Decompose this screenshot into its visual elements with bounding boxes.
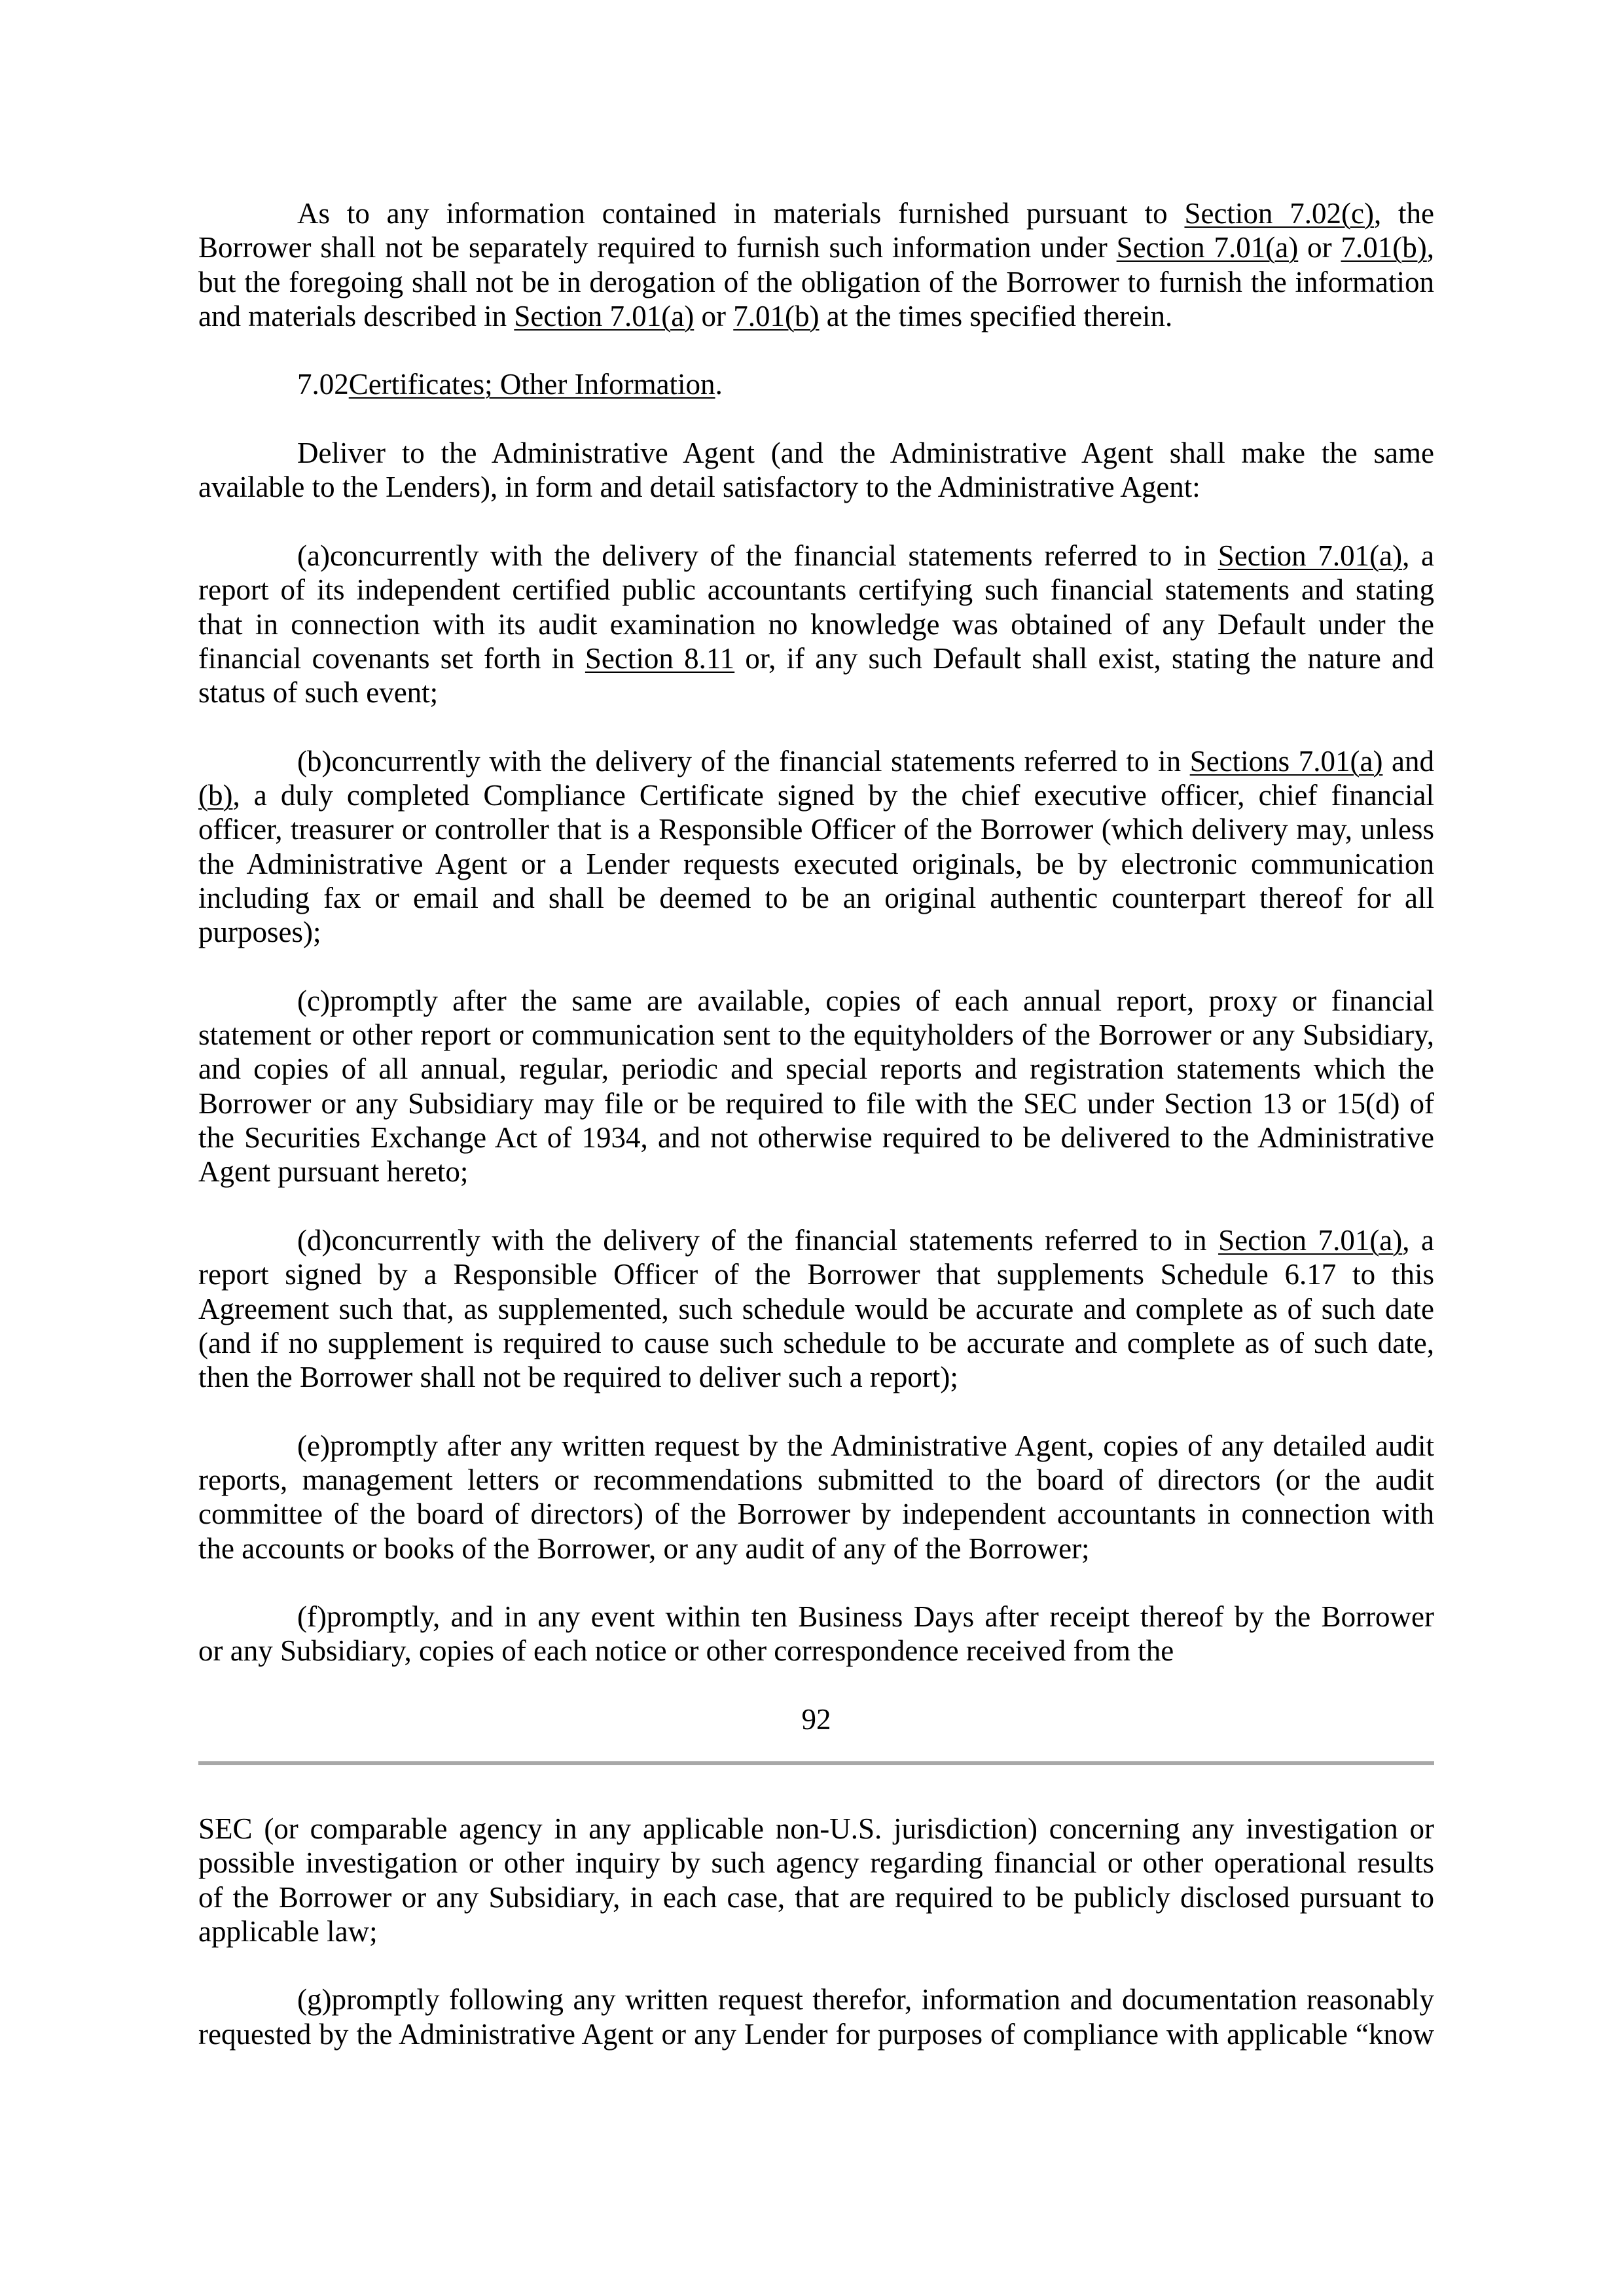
text-line: Agent pursuant hereto; <box>198 1155 469 1189</box>
clause-b-first-line <box>198 744 1434 778</box>
cross-reference: 7.01(b) <box>733 299 820 332</box>
text-line: status of such event; <box>198 676 439 709</box>
text-run: and <box>1382 744 1434 778</box>
clause-label: (c) <box>297 984 330 1017</box>
text-line: (and if no supplement is required to cause such schedule to be accurate and complete as of such date, <box>198 1326 1434 1359</box>
text-run: financial covenants set forth in <box>198 641 585 675</box>
text-run: at the times specified therein. <box>819 299 1173 332</box>
text-line: Deliver to the Administrative Agent (and the Administrative Agent shall make the same <box>297 437 1434 470</box>
text-line: the Administrative Agent or a Lender requests executed originals, be by electronic communication <box>198 847 1434 880</box>
text-line <box>198 196 1434 230</box>
clause-e-first-line <box>198 1429 1434 1463</box>
cross-reference: 7.01(b) <box>1341 231 1427 264</box>
text-line: report signed by a Responsible Officer of the Borrower that supplements Schedule 6.17 to this <box>198 1258 1434 1291</box>
clause-label: (a) <box>297 539 330 572</box>
clause-d-first-line <box>198 1223 1434 1257</box>
page-number: 92 <box>801 1703 831 1736</box>
text-run: concurrently with the delivery of the financial statements referred to in <box>331 1223 1219 1257</box>
text-line: committee of the board of directors) of the Borrower by independent accountants in connection with <box>198 1498 1434 1531</box>
clause-label: (f) <box>297 1600 327 1634</box>
text-line: available to the Lenders), in form and detail satisfactory to the Administrative Agent: <box>198 471 1200 504</box>
text-run: promptly, and in any event within ten Business Days after receipt thereof by the Borrower <box>326 1600 1434 1634</box>
cross-reference: Section 8.11 <box>585 641 735 675</box>
clause-label: (e) <box>297 1429 330 1462</box>
text-line: requested by the Administrative Agent or any Lender for purposes of compliance with applicable “know <box>198 2017 1434 2051</box>
text-line <box>198 778 1434 812</box>
text-line: and copies of all annual, regular, periodic and special reports and registration statements which the <box>198 1052 1434 1086</box>
text-run: or <box>1298 231 1341 264</box>
page-92-body <box>198 196 1434 1736</box>
text-run: , a <box>1402 1223 1434 1257</box>
text-line: or any Subsidiary, copies of each notice or other correspondence received from the <box>198 1634 1174 1668</box>
text-run: , a <box>1402 539 1434 572</box>
clause-f-first-line <box>198 1600 1434 1634</box>
text-run: and materials described in <box>198 299 514 332</box>
text-run: concurrently with the delivery of the financial statements referred to in <box>331 744 1190 778</box>
text-line: of the Borrower or any Subsidiary, in each case, that are required to be publicly disclosed pursuant to <box>198 1880 1434 1914</box>
text-run: promptly after the same are available, copies of each annual report, proxy or financial <box>329 984 1434 1017</box>
text-line: possible investigation or other inquiry by such agency regarding financial or other operational results <box>198 1846 1434 1880</box>
text-run: , the <box>1373 197 1435 230</box>
cross-reference: Section 7.02(c) <box>1184 197 1374 230</box>
section-heading <box>198 367 1434 401</box>
text-line: SEC (or comparable agency in any applicable non-U.S. jurisdiction) concerning any investigation or <box>198 1812 1434 1845</box>
cross-reference: Section 7.01(a) <box>514 299 695 332</box>
text-line: statement or other report or communication sent to the equityholders of the Borrower or any Subsidiary, <box>198 1018 1434 1052</box>
section-title-end: . <box>715 368 723 401</box>
text-run: Borrower shall not be separately required to furnish such information under <box>198 231 1117 264</box>
text-line: Borrower or any Subsidiary may file or be required to file with the SEC under Section 13 or 15(d) of <box>198 1086 1434 1120</box>
cross-reference: Section 7.01(a) <box>1218 539 1403 572</box>
text-line: applicable law; <box>198 1914 378 1948</box>
text-line: purposes); <box>198 916 321 949</box>
page-break-rule <box>198 1761 1434 1765</box>
text-run: , a duly completed Compliance Certificate signed by the chief executive officer, chief financial <box>232 779 1434 812</box>
text-line: then the Borrower shall not be required to deliver such a report); <box>198 1361 958 1394</box>
text-line: report of its independent certified public accountants certifying such financial statements and stating <box>198 573 1434 607</box>
text-run: or, if any such Default shall exist, stating the nature and <box>734 641 1435 675</box>
clause-c-first-line <box>198 984 1434 1018</box>
text-run: , <box>1426 231 1435 264</box>
text-line <box>198 299 1434 333</box>
clause-label: (d) <box>297 1223 332 1257</box>
text-line: Agreement such that, as supplemented, such schedule would be accurate and complete as of such date <box>198 1292 1434 1325</box>
text-run: promptly after any written request by the Administrative Agent, copies of any detailed audit <box>329 1429 1434 1462</box>
cross-reference: Sections 7.01(a) <box>1189 744 1383 778</box>
clause-label: (g) <box>297 1983 332 2017</box>
text-run: concurrently with the delivery of the financial statements referred to in <box>329 539 1218 572</box>
text-line <box>198 641 1434 675</box>
text-line: the accounts or books of the Borrower, or any audit of any of the Borrower; <box>198 1532 1090 1565</box>
page-93-body <box>198 1812 1434 2051</box>
text-line <box>198 230 1434 264</box>
text-run: or <box>694 299 734 332</box>
section-title: Certificates; Other Information <box>348 368 715 401</box>
section-number: 7.02 <box>297 368 349 401</box>
text-line: but the foregoing shall not be in derogation of the obligation of the Borrower to furnish the information <box>198 265 1434 298</box>
text-line: that in connection with its audit examination no knowledge was obtained of any Default under the <box>198 607 1434 641</box>
text-line: officer, treasurer or controller that is a Responsible Officer of the Borrower (which delivery may, unless <box>198 813 1434 846</box>
clause-g-first-line <box>198 1982 1434 2017</box>
cross-reference: Section 7.01(a) <box>1116 231 1299 264</box>
clause-label: (b) <box>297 744 332 778</box>
cross-reference: Section 7.01(a) <box>1218 1223 1403 1257</box>
cross-reference: (b) <box>198 779 233 812</box>
text-line: including fax or email and shall be deemed to be an original authentic counterpart thereof for all <box>198 881 1434 914</box>
text-line: reports, management letters or recommendations submitted to the board of directors (or the audit <box>198 1463 1434 1496</box>
text-run: As to any information contained in materials furnished pursuant to <box>297 197 1185 230</box>
text-line: the Securities Exchange Act of 1934, and not otherwise required to be delivered to the Administrative <box>198 1121 1434 1155</box>
clause-a-first-line <box>198 539 1434 573</box>
text-run: promptly following any written request therefor, information and documentation reasonably <box>331 1983 1434 2017</box>
